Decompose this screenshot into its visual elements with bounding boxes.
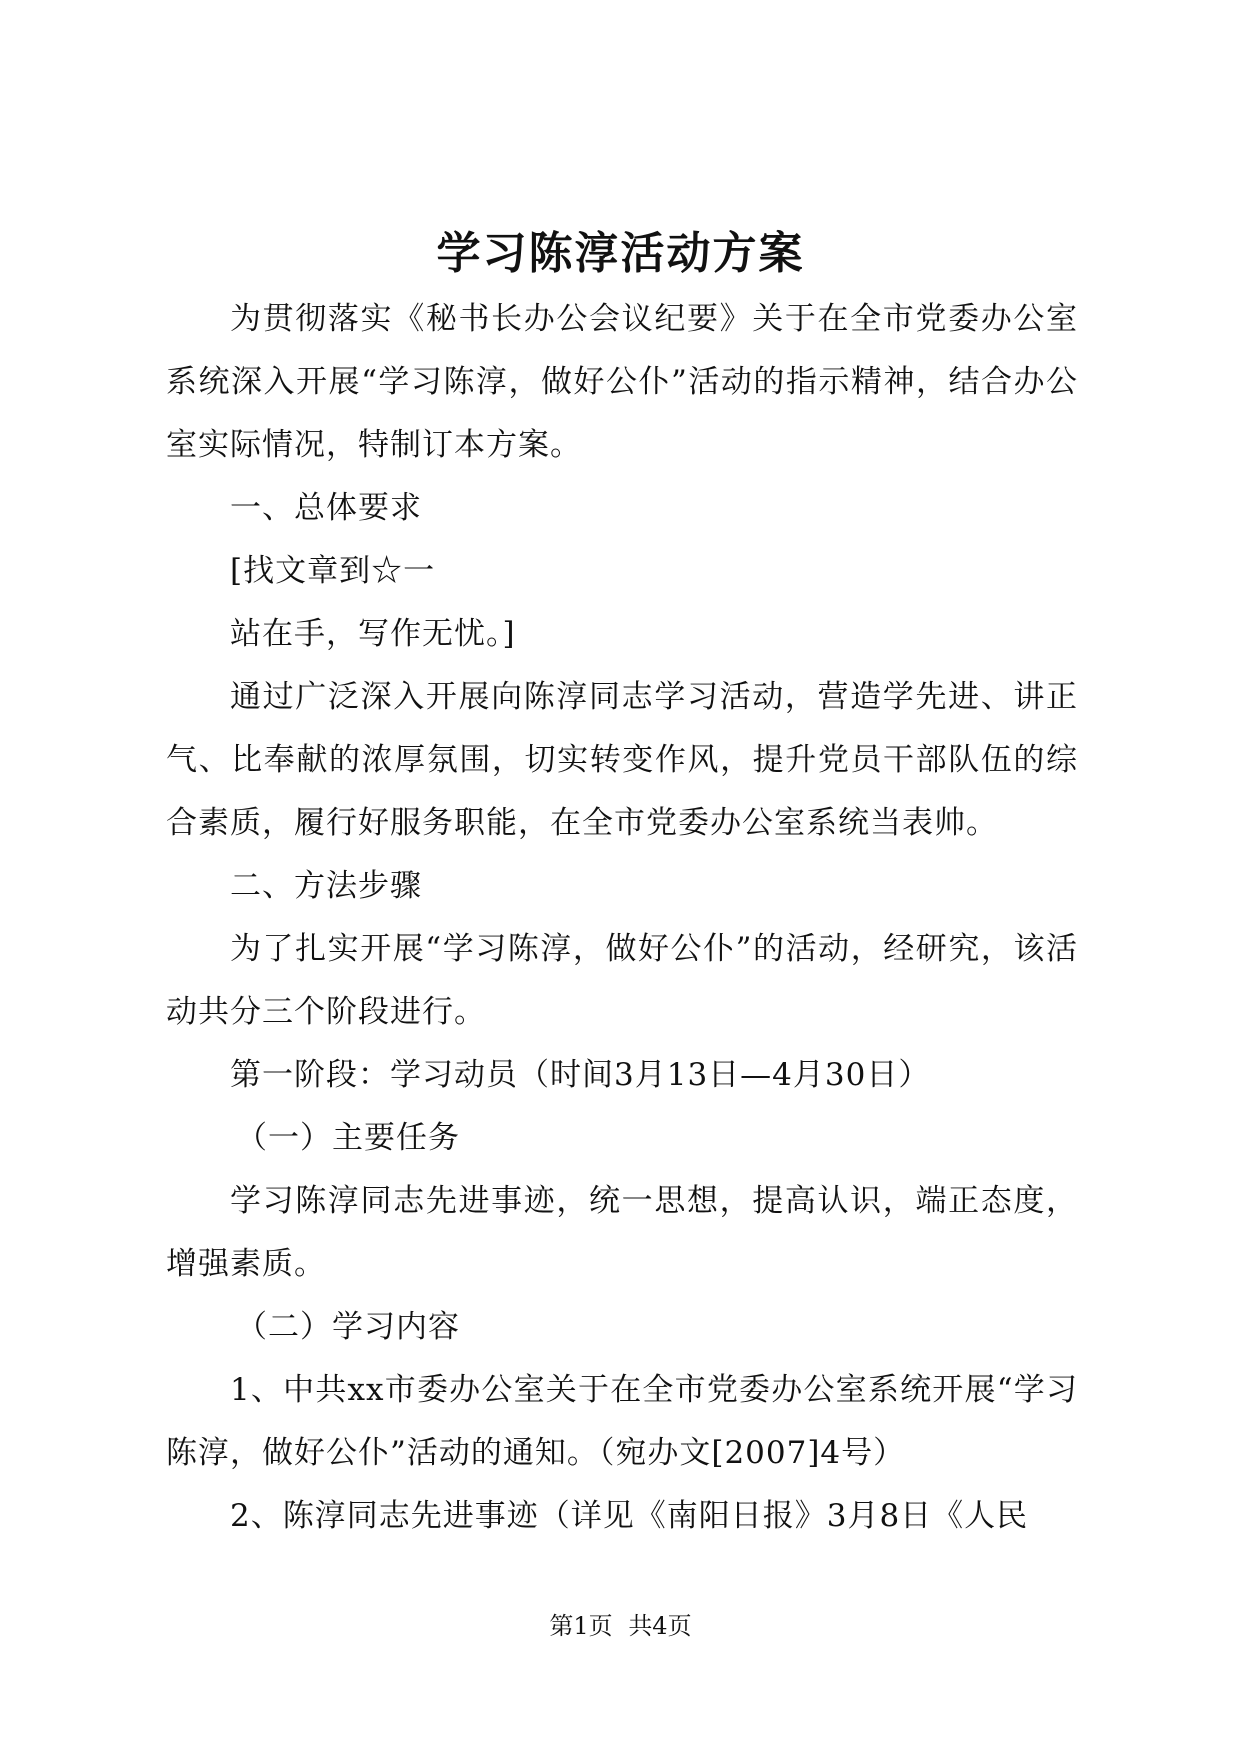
method-paragraph: 为了扎实开展“学习陈淳，做好公仆”的活动，经研究，该活动共分三个阶段进行。: [166, 931, 1078, 1030]
ad-text-line-2: 站在手，写作无忧。]: [230, 616, 516, 652]
study-item-1: 1、中共xx市委办公室关于在全市党委办公室系统开展“学习陈淳，做好公仆”活动的通知。（宛办文[2007]4号）: [166, 1372, 1078, 1471]
document-title: 学习陈淳活动方案: [436, 228, 805, 279]
subheading-main-tasks: （一）主要任务: [236, 1120, 460, 1156]
page-footer: [0, 1610, 1241, 1642]
requirements-paragraph: 通过广泛深入开展向陈淳同志学习活动，营造学先进、讲正气、比奉献的浓厚氛围，切实转变作风，提升党员干部队伍的综合素质，履行好服务职能，在全市党委办公室系统当表帅。: [166, 679, 1078, 841]
page-total: 共4页: [628, 1612, 692, 1640]
intro-paragraph: 为贯彻落实《秘书长办公会议纪要》关于在全市党委办公室系统深入开展“学习陈淳，做好公仆”活动的指示精神，结合办公室实际情况，特制订本方案。: [166, 301, 1078, 463]
study-item-2: 2、陈淳同志先进事迹（详见《南阳日报》3月8日《人民: [230, 1498, 1029, 1534]
phase-one-heading: 第一阶段：学习动员（时间3月13日—4月30日）: [230, 1057, 931, 1093]
main-tasks-paragraph: 学习陈淳同志先进事迹，统一思想，提高认识，端正态度，增强素质。: [166, 1183, 1078, 1282]
ad-text-line-1: [找文章到☆一: [230, 553, 436, 589]
page-number: 第1页: [549, 1612, 613, 1640]
document-body: [166, 288, 1078, 1548]
section-heading-method-steps: 二、方法步骤: [230, 868, 422, 904]
section-heading-general-requirements: 一、总体要求: [230, 490, 422, 526]
subheading-study-content: （二）学习内容: [236, 1309, 460, 1345]
